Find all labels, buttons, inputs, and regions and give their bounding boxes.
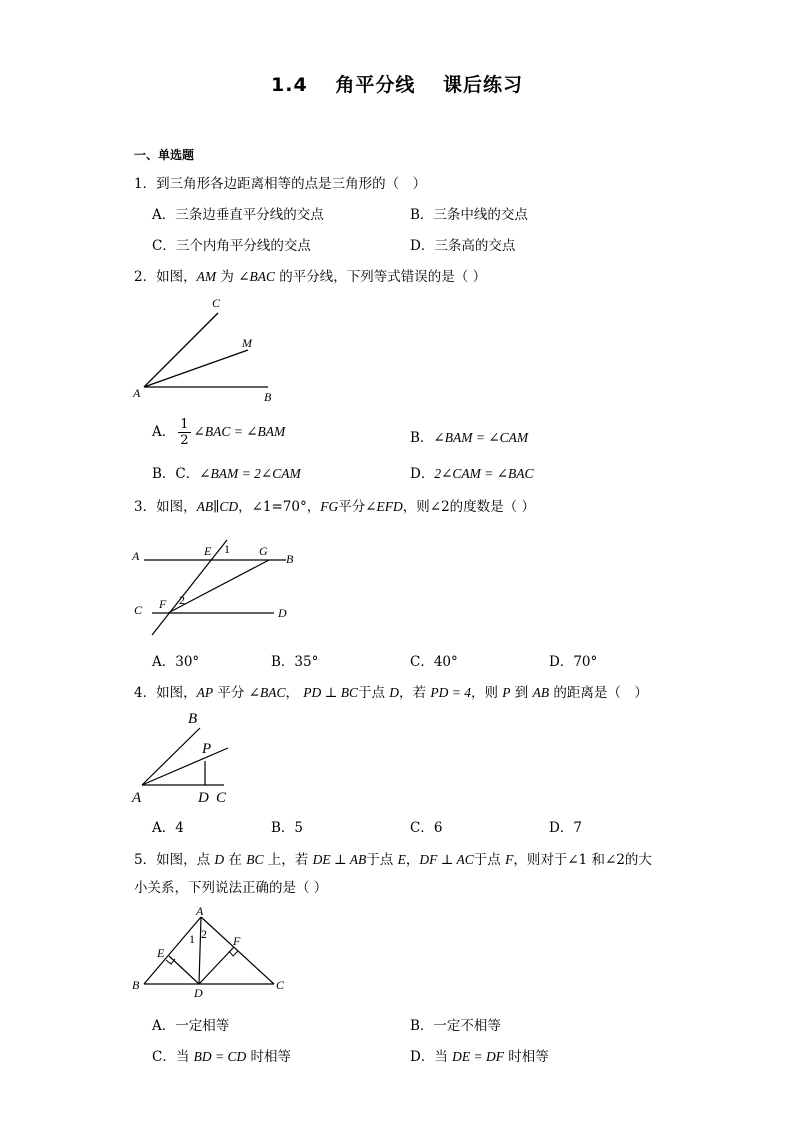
q5-stem-mid1: 在 [224, 852, 247, 868]
fraction-numerator: 1 [180, 417, 189, 432]
q3-option-d: D．70° [549, 654, 598, 670]
q1-option-b: B．三条中线的交点 [410, 207, 528, 223]
page-title [0, 70, 794, 97]
q4-ray-ap [142, 748, 228, 785]
q2-stem-mid: 为 [216, 269, 239, 285]
q3-stem-fg: FG [320, 499, 339, 514]
q3-option-b: B．35° [271, 654, 319, 670]
q5-option-c-prefix: C．当 [152, 1049, 194, 1065]
q3-stem-mid2: 平分 [338, 499, 366, 515]
q5-option-c-suffix: 时相等 [246, 1049, 292, 1065]
q3-label-f: F [159, 597, 167, 611]
q2-ray-ac [144, 313, 218, 387]
q4-stem-mid2: ， [285, 685, 304, 701]
q3-label-d: D [278, 606, 287, 620]
q5-option-a: A．一定相等 [152, 1018, 230, 1034]
q3-label-e: E [204, 544, 212, 558]
q4-label-b: B [188, 711, 198, 727]
q2-label-b: B [264, 390, 272, 404]
q5-label-a: A [196, 904, 204, 918]
q5-segment-df [199, 947, 234, 984]
q2-option-a-label: A． [152, 424, 176, 440]
q2-stem [134, 265, 486, 285]
q5-option-b: B．一定不相等 [410, 1018, 501, 1034]
q5-stem-bc: BC [246, 852, 264, 867]
q4-stem-pd-value: PD = 4 [430, 685, 471, 700]
q5-stem-prefix: 5．如图，点 [134, 852, 215, 868]
q1-option-a: A．三条边垂直平分线的交点 [152, 207, 324, 223]
q2-figure [130, 295, 290, 405]
q3-option-a: A．30° [152, 654, 200, 670]
q2-option-b [410, 426, 528, 446]
q5-label-f: F [233, 934, 241, 948]
title-number: 1.4 [271, 74, 308, 96]
q4-stem-pd-perp: PD ⊥ BC [303, 685, 358, 700]
q4-option-d: D．7 [549, 820, 582, 836]
q5-label-d: D [194, 986, 203, 1000]
q5-label-angle-1: 1 [189, 932, 195, 946]
q3-figure [130, 535, 310, 640]
q2-stem-prefix: 2．如图， [134, 269, 197, 285]
q4-stem [134, 681, 648, 701]
q1-option-d: D．三条高的交点 [410, 238, 516, 254]
q5-label-e: E [157, 946, 165, 960]
q3-label-c: C [134, 603, 143, 617]
fraction-denominator: 2 [180, 433, 189, 448]
q2-option-d-label: D． [410, 466, 435, 482]
q3-label-angle-2: 2 [179, 593, 185, 607]
q2-option-b-label: B． [410, 430, 434, 446]
q4-stem-mid4: ，若 [399, 685, 431, 701]
q4-stem-bac: ∠BAC [248, 685, 286, 700]
q5-stem-mid3: 于点 [366, 852, 398, 868]
title-topic: 角平分线 [335, 74, 416, 96]
q2-stem-bac: ∠BAC [238, 269, 275, 284]
q3-option-c: C．40° [410, 654, 458, 670]
q5-stem-e: E [397, 852, 406, 867]
q3-label-b: B [286, 552, 294, 566]
q5-right-angle-f [229, 951, 238, 956]
q2-label-m: M [242, 336, 252, 350]
q5-option-d [410, 1045, 549, 1065]
q4-label-d: D [198, 790, 209, 806]
q5-label-angle-2: 2 [201, 927, 207, 941]
q3-stem-ab: AB∥CD [196, 499, 239, 514]
q5-stem-mid5: 于点 [473, 852, 506, 868]
q4-stem-mid1: 平分 [213, 685, 249, 701]
q3-label-angle-1: 1 [224, 542, 230, 556]
q5-option-c-expr: BD = CD [193, 1049, 247, 1064]
q5-side-ab [144, 917, 201, 984]
q3-stem-efd: ∠EFD [365, 499, 403, 514]
q2-option-d [410, 462, 534, 482]
q2-option-c-label: B．C． [152, 466, 200, 482]
q4-stem-mid3: 于点 [358, 685, 390, 701]
q4-stem-p: P [502, 685, 511, 700]
q4-label-a: A [132, 790, 142, 806]
q4-figure [130, 710, 250, 805]
q4-stem-d: D [389, 685, 400, 700]
q5-stem-suffix: ，则对于∠1 和∠2的大 [513, 852, 652, 868]
q2-stem-am: AM [196, 269, 217, 284]
q5-option-c [152, 1045, 291, 1065]
q2-option-d-expr: 2∠CAM = ∠BAC [434, 466, 534, 481]
q2-label-c: C [212, 296, 221, 310]
q4-stem-mid6: 到 [510, 685, 533, 701]
q2-stem-suffix: 的平分线，下列等式错误的是（ ） [275, 269, 487, 285]
q5-stem-d: D [214, 852, 225, 867]
q3-label-a: A [132, 549, 140, 563]
title-subtitle: 课后练习 [442, 74, 523, 96]
q3-stem [134, 495, 535, 515]
q2-option-c [152, 462, 301, 482]
q3-stem-suffix: ，则∠2的度数是（ ） [402, 499, 535, 515]
q5-side-ac [201, 917, 274, 984]
q4-option-b: B．5 [271, 820, 304, 836]
q5-label-b: B [132, 978, 140, 992]
q5-label-c: C [276, 978, 285, 992]
q4-stem-mid5: ，则 [470, 685, 503, 701]
q4-option-a: A．4 [152, 820, 184, 836]
q2-label-a: A [133, 386, 141, 400]
q4-label-c: C [216, 790, 227, 806]
q2-option-a [152, 417, 285, 448]
q5-option-d-suffix: 时相等 [503, 1049, 549, 1065]
q5-figure [130, 905, 300, 1000]
q1-stem: 1．到三角形各边距离相等的点是三角形的（ ） [134, 176, 427, 192]
q2-option-a-expr: ∠BAC = ∠BAM [193, 424, 286, 439]
q5-stem-line2: 小关系，下列说法正确的是（ ） [134, 880, 328, 896]
q5-option-d-expr: DE = DF [452, 1049, 504, 1064]
section-heading: 一、单选题 [134, 148, 195, 162]
q4-stem-ab: AB [532, 685, 550, 700]
q3-stem-prefix: 3．如图， [134, 499, 197, 515]
q4-option-c: C．6 [410, 820, 443, 836]
q1-option-c: C．三个内角平分线的交点 [152, 238, 311, 254]
q4-ray-ab [142, 728, 200, 785]
q5-option-d-prefix: D．当 [410, 1049, 453, 1065]
q4-stem-ap: AP [196, 685, 214, 700]
q3-label-g: G [259, 544, 268, 558]
one-half-fraction [178, 417, 190, 448]
q4-label-p: P [202, 741, 212, 757]
q3-stem-mid1: ，∠1=70°， [238, 499, 321, 515]
q5-stem [134, 848, 652, 868]
q5-stem-f: F [505, 852, 514, 867]
q5-stem-df: DF ⊥ AC [419, 852, 474, 867]
q5-stem-mid4: ， [405, 852, 420, 868]
q4-stem-suffix: 的距离是（ ） [549, 685, 648, 701]
q2-option-b-expr: ∠BAM = ∠CAM [433, 430, 529, 445]
q2-ray-am [144, 350, 248, 387]
q5-stem-mid2: 上，若 [263, 852, 313, 868]
q5-stem-de: DE ⊥ AB [312, 852, 367, 867]
q2-option-c-expr: ∠BAM = 2∠CAM [199, 466, 301, 481]
q4-stem-prefix: 4．如图， [134, 685, 197, 701]
